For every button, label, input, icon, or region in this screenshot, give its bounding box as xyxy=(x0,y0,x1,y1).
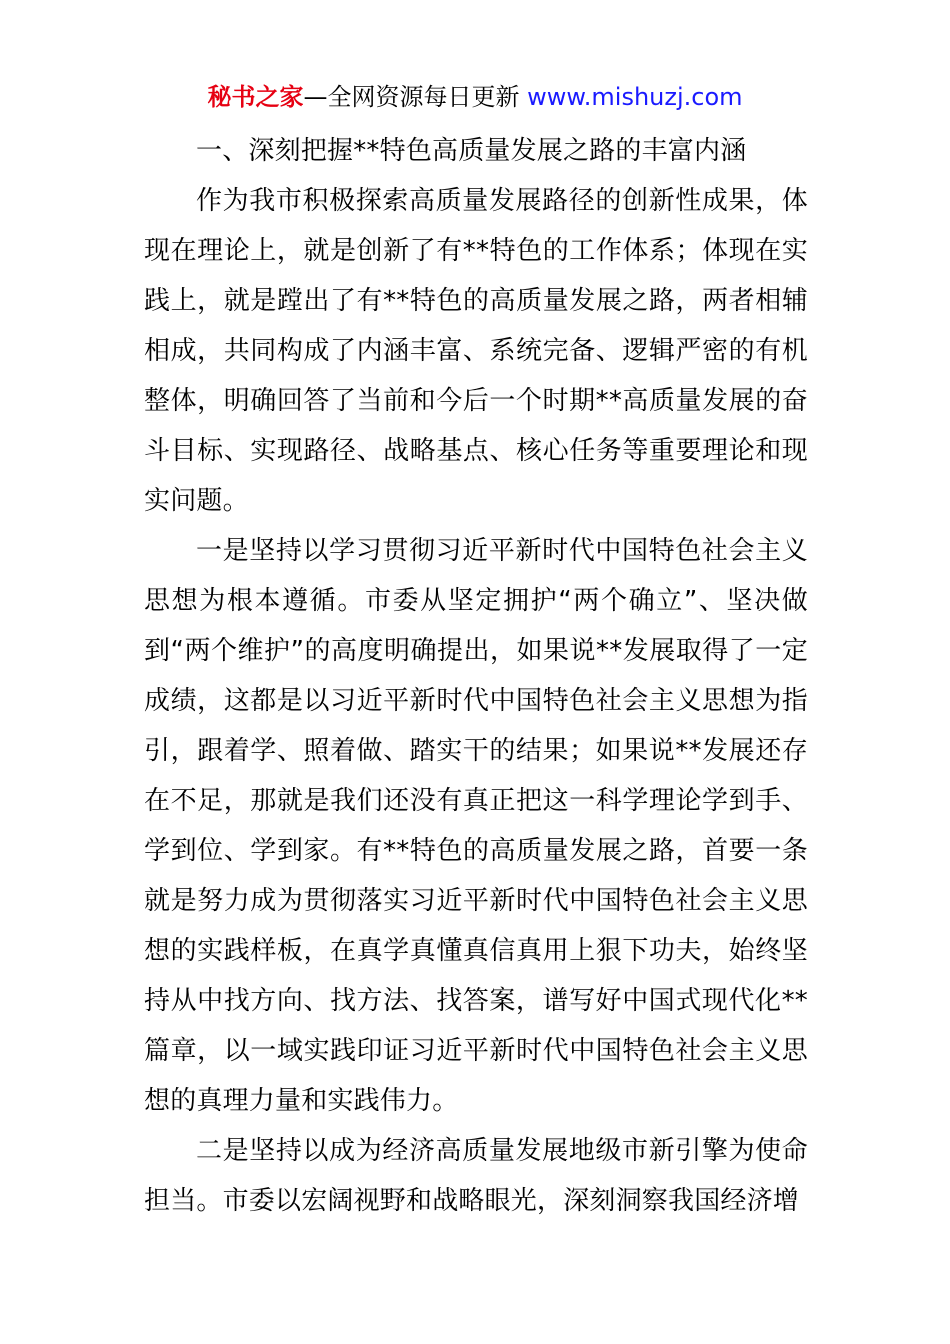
brand-name: 秘书之家 xyxy=(207,83,304,111)
page-header xyxy=(0,80,950,114)
document-body xyxy=(144,126,808,1226)
site-url-link[interactable]: www.mishuzj.com xyxy=(527,83,743,111)
header-tagline: —全网资源每日更新 xyxy=(303,83,528,111)
paragraph-point-one: 一是坚持以学习贯彻习近平新时代中国特色社会主义思想为根本遵循。市委从坚定拥护“两个确立”、坚决做到“两个维护”的高度明确提出，如果说**发展取得了一定成绩，这都是以习近平新时代中国特色社会主义思想为指引，跟着学、照着做、踏实干的结果；如果说**发展还存在不足，那就是我们还没有真正把这一科学理论学到手、学到位、学到家。有**特色的高质量发展之路，首要一条就是努力成为贯彻落实习近平新时代中国特色社会主义思想的实践样板，在真学真懂真信真用上狠下功夫，始终坚持从中找方向、找方法、找答案，谱写好中国式现代化**篇章，以一域实践印证习近平新时代中国特色社会主义思想的真理力量和实践伟力。 xyxy=(144,536,808,1116)
paragraph-intro: 作为我市积极探索高质量发展路径的创新性成果，体现在理论上，就是创新了有**特色的工作体系；体现在实践上，就是蹚出了有**特色的高质量发展之路，两者相辅相成，共同构成了内涵丰富、系统完备、逻辑严密的有机整体，明确回答了当前和今后一个时期**高质量发展的奋斗目标、实现路径、战略基点、核心任务等重要理论和现实问题。 xyxy=(144,186,808,516)
paragraph-point-two: 二是坚持以成为经济高质量发展地级市新引擎为使命担当。市委以宏阔视野和战略眼光，深刻洞察我国经济增 xyxy=(144,1136,808,1216)
section-heading: 一、深刻把握**特色高质量发展之路的丰富内涵 xyxy=(196,136,747,166)
